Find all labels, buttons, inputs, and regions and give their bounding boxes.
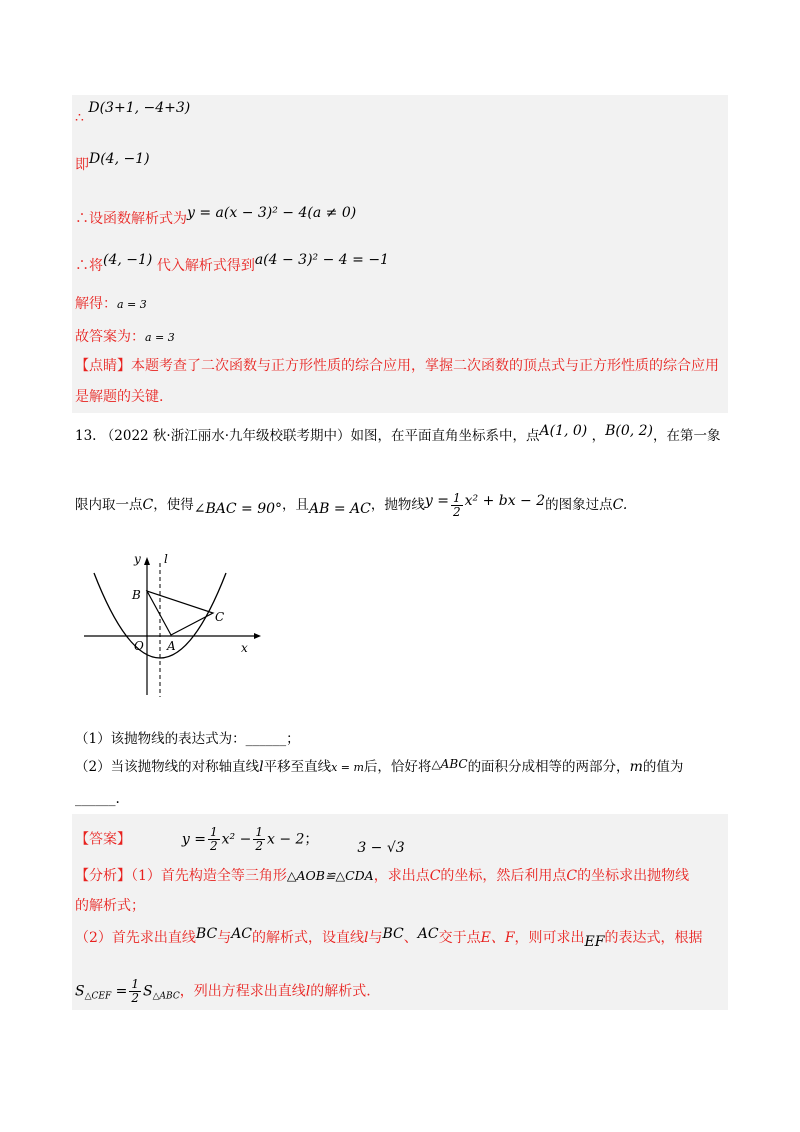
label-a: A [167,639,176,653]
y-axis-arrow [144,557,150,565]
label-y: y [134,552,141,566]
problem-line-1: 13. （2022 秋·浙江丽水·九年级校联考期中）如图，在平面直角坐标系中，点A(1, 0) ，B(0, 2)，在第一象 [75,423,721,444]
label-o: O [134,639,144,653]
solution-line-1: ∴ D(3+1, −4+3) [75,100,191,126]
question-2-blank: ______. [75,791,120,807]
solution-line-2: 即D(4, −1) [75,151,150,173]
label-x: x [241,641,248,655]
question-2: （2）当该抛物线的对称轴直线l平移至直线x = m后，恰好将△ABC的面积分成相等的两部分，m的值为 [75,757,684,775]
fraction-one-half: $\frac{1}{2}$ [452,491,461,519]
question-1: （1）该抛物线的表达式为：______； [75,731,300,747]
solution-line-5: 解得：a = 3 [75,296,147,312]
problem-line-2: 限内取一点C，使得∠BAC = 90°，且AB = AC，抛物线y = $\frac{1}{2}$ x² + bx − 2的图象过点C. [75,491,628,519]
solution-line-3: ∴设函数解析式为y = a(x − 3)² − 4(a ≠ 0) [75,205,357,227]
comment-line-2: 是解题的关键. [75,389,164,405]
analysis-frac: $\frac{1}{2}$ [131,977,140,1005]
x-axis-arrow [254,633,261,639]
answer-frac-1: $\frac{1}{2}$ [210,825,218,853]
label-l: l [164,552,168,566]
solution-line-6: 故答案为：a = 3 [75,329,175,345]
analysis-line-3: （2）首先求出直线BC与AC的解析式，设直线l与BC、AC交于点E、F，则可求出EF的表达式，根据 [75,926,703,950]
label-b: B [132,588,141,602]
analysis-line-2: 的解析式； [75,898,145,914]
triangle-abc [147,591,213,635]
label-c: C [215,610,225,624]
answer-line: 【答案】 y = $\frac{1}{2}$ x² − $\frac{1}{2}$ x − 2； 3 − √3 [75,825,405,856]
coordinate-figure [76,545,276,705]
solution-line-4: ∴将(4, −1) 代入解析式得到a(4 − 3)² − 4 = −1 [75,252,389,274]
comment-line-1: 【点睛】本题考查了二次函数与正方形性质的综合应用，掌握二次函数的顶点式与正方形性质的综合应用 [75,358,719,374]
analysis-line-4: $S_{\triangle CEF}$ = $\frac{1}{2}$ $S_{\triangle ABC}$，列出方程求出直线l的解析式. [75,977,371,1005]
answer-frac-2: $\frac{1}{2}$ [255,825,263,853]
analysis-line-1: 【分析】（1）首先构造全等三角形△AOB≌△CDA，求出点C的坐标，然后利用点C的坐标求出抛物线 [75,868,690,884]
